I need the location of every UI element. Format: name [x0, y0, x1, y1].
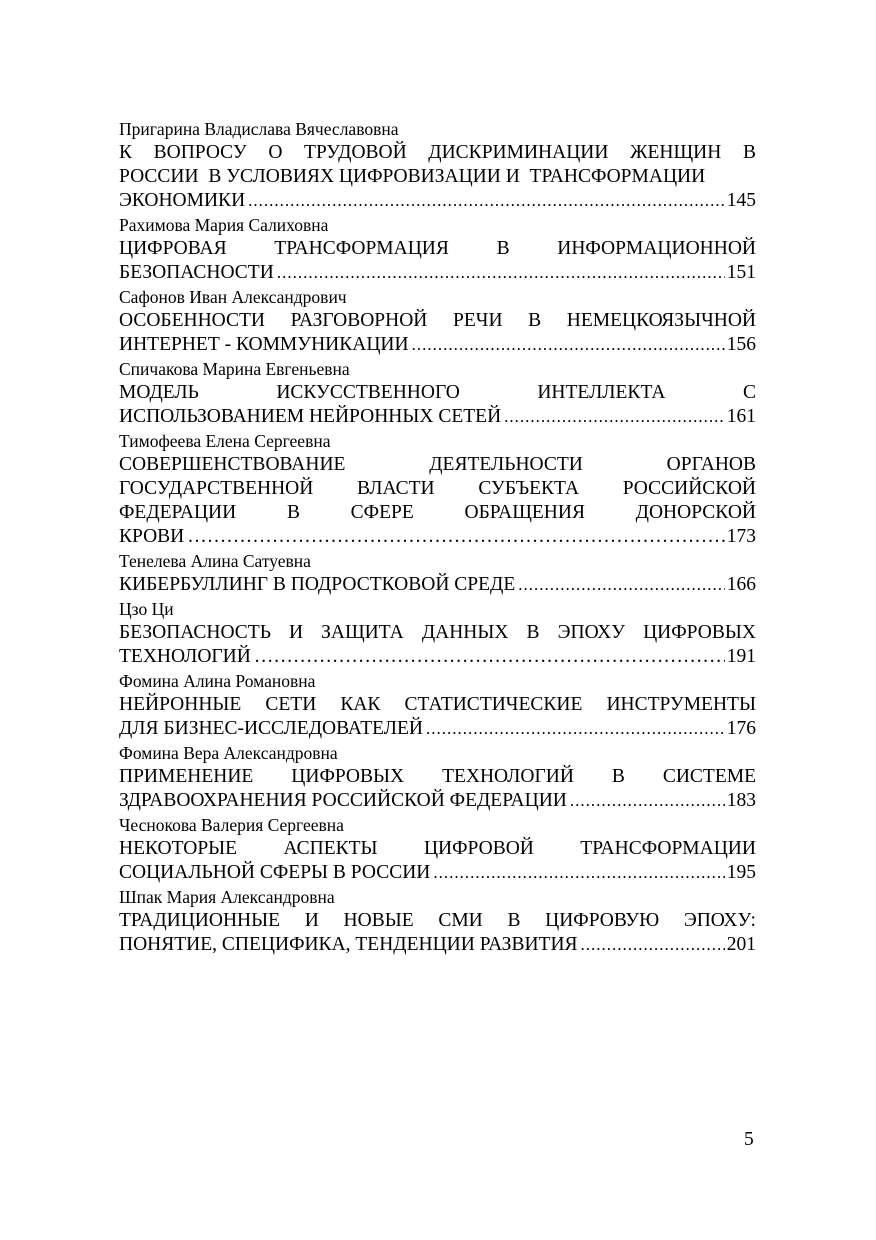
- dot-leader: [515, 573, 725, 597]
- toc-entry: [119, 117, 756, 213]
- toc-title-line: [119, 141, 756, 165]
- toc-title-word: К: [119, 142, 133, 163]
- toc-title-word: РАЗГОВОРНОЙ: [290, 310, 428, 331]
- toc-title-text: ПОНЯТИЕ, СПЕЦИФИКА, ТЕНДЕНЦИИ РАЗВИТИЯ: [119, 934, 578, 955]
- toc-title-word: ЦИФРОВАЯ: [119, 238, 227, 259]
- toc-title-word: ЦИФРОВЫХ: [643, 622, 756, 643]
- toc-title-word: ЗАЩИТА: [321, 622, 404, 643]
- toc-title-line: [119, 621, 756, 645]
- toc-entry: [119, 357, 756, 429]
- toc-title-word: ДЕЯТЕЛЬНОСТИ: [429, 454, 583, 475]
- toc-title-word: ТРУДОВОЙ: [304, 142, 407, 163]
- toc-author: Чеснокова Валерия Сергеевна: [119, 815, 344, 835]
- toc-title-word: СМИ: [438, 910, 483, 931]
- toc-title-text: ИСПОЛЬЗОВАНИЕМ НЕЙРОННЫХ СЕТЕЙ: [119, 406, 502, 427]
- toc-title-word: ДОНОРСКОЙ: [635, 502, 756, 523]
- toc-title-word: В: [526, 622, 540, 643]
- toc-title-last-line: [119, 933, 756, 957]
- toc-title-line: [119, 501, 756, 525]
- toc-title-line: [119, 165, 756, 189]
- dot-leader: [578, 933, 725, 957]
- toc-title-last-line: [119, 645, 756, 669]
- toc-page-number[interactable]: 161: [726, 406, 756, 427]
- toc-title-word: В: [528, 310, 542, 331]
- dot-leader: [274, 261, 725, 285]
- toc-author: Фомина Вера Александровна: [119, 743, 338, 763]
- toc-title-word: ЖЕНЩИН: [630, 142, 722, 163]
- toc-title-last-line: [119, 717, 756, 741]
- toc-title-line: [119, 765, 756, 789]
- toc-author: Тенелева Алина Сатуевна: [119, 551, 311, 571]
- toc-page-number[interactable]: 191: [726, 646, 756, 667]
- toc-title-last-line: [119, 861, 756, 885]
- toc-page-number[interactable]: 145: [726, 190, 756, 211]
- toc-entry: [119, 885, 756, 957]
- dot-leader: [251, 645, 725, 669]
- dot-leader: [430, 861, 724, 885]
- toc-entry: [119, 213, 756, 285]
- toc-title-word: ОСОБЕННОСТИ: [119, 310, 266, 331]
- toc-title-word: В: [496, 238, 510, 259]
- toc-title-word: РЕЧИ: [453, 310, 503, 331]
- toc-title-word: СОВЕРШЕНСТВОВАНИЕ: [119, 454, 346, 475]
- toc-title-word: В: [742, 142, 756, 163]
- toc-title-word: О: [268, 142, 283, 163]
- toc-title-word: ИСКУССТВЕННОГО: [276, 382, 460, 403]
- toc-title-word: РОССИЙСКОЙ: [622, 478, 756, 499]
- toc-author: Цзо Ци: [119, 599, 174, 619]
- toc-title-word: ПРИМЕНЕНИЕ: [119, 766, 254, 787]
- toc-title-word: НЕКОТОРЫЕ: [119, 838, 238, 859]
- toc-page-number[interactable]: 176: [726, 718, 756, 739]
- toc-title-word: СИСТЕМЕ: [662, 766, 756, 787]
- toc-title-text: КИБЕРБУЛЛИНГ В ПОДРОСТКОВОЙ СРЕДЕ: [119, 574, 516, 595]
- toc-title-word: НЕМЕЦКОЯЗЫЧНОЙ: [566, 310, 756, 331]
- toc-author: Фомина Алина Романовна: [119, 671, 316, 691]
- toc-title-word: СЕТИ: [265, 694, 317, 715]
- toc-author: Тимофеева Елена Сергеевна: [119, 431, 331, 451]
- toc-title-text: ЭКОНОМИКИ: [119, 190, 246, 211]
- toc-author: Рахимова Мария Салиховна: [119, 215, 329, 235]
- toc-entry: [119, 597, 756, 669]
- toc-title-word: ДИСКРИМИНАЦИИ: [428, 142, 609, 163]
- toc-title-word: ИНТЕЛЛЕКТА: [537, 382, 666, 403]
- toc-title-word: ВОПРОСУ: [153, 142, 247, 163]
- toc-title-word: АСПЕКТЫ: [283, 838, 378, 859]
- toc-title-last-line: [119, 333, 756, 357]
- toc-title-word: ТРАНСФОРМАЦИИ: [580, 838, 756, 859]
- toc-title-word: ЦИФРОВЫХ: [291, 766, 405, 787]
- toc-title-word: КАК: [340, 694, 381, 715]
- page-number: 5: [744, 1129, 754, 1150]
- toc-page-number[interactable]: 195: [726, 862, 756, 883]
- toc-title-word: ВЛАСТИ: [357, 478, 435, 499]
- toc-title-word: ЭПОХУ: [557, 622, 626, 643]
- dot-leader: [245, 189, 725, 213]
- toc-page-number[interactable]: 201: [726, 934, 756, 955]
- toc-title-last-line: [119, 525, 756, 549]
- toc-title-word: МОДЕЛЬ: [119, 382, 199, 403]
- toc-title-line: [119, 477, 756, 501]
- toc-title-word: ИНФОРМАЦИОННОЙ: [557, 238, 756, 259]
- toc-title-word: ЭПОХУ:: [683, 910, 756, 931]
- toc-title-word: В: [286, 502, 300, 523]
- dot-leader: [409, 333, 725, 357]
- toc-title-line: [119, 837, 756, 861]
- toc-entry: [119, 669, 756, 741]
- toc-entry: [119, 429, 756, 549]
- toc-title-word: ФЕДЕРАЦИИ: [119, 502, 237, 523]
- toc-title-word: И: [304, 910, 319, 931]
- toc-title-line: [119, 453, 756, 477]
- toc-title-word: РОССИИ В УСЛОВИЯХ ЦИФРОВИЗАЦИИ И ТРАНСФОРМАЦИИ: [119, 166, 706, 187]
- toc-title-word: СТАТИСТИЧЕСКИЕ: [404, 694, 583, 715]
- toc-title-line: [119, 909, 756, 933]
- toc-title-word: ГОСУДАРСТВЕННОЙ: [119, 478, 314, 499]
- toc-author: Шпак Мария Александровна: [119, 887, 335, 907]
- toc-author: Спичакова Марина Евгеньевна: [119, 359, 350, 379]
- toc-title-last-line: [119, 405, 756, 429]
- toc-entry: [119, 285, 756, 357]
- toc-page-number[interactable]: 151: [726, 262, 756, 283]
- toc-page-number[interactable]: 166: [726, 574, 756, 595]
- dot-leader: [184, 525, 724, 549]
- toc-title-last-line: [119, 189, 756, 213]
- toc-title-text: СОЦИАЛЬНОЙ СФЕРЫ В РОССИИ: [119, 862, 431, 883]
- toc-entry: [119, 741, 756, 813]
- toc-title-text: ДЛЯ БИЗНЕС-ИССЛЕДОВАТЕЛЕЙ: [119, 718, 424, 739]
- dot-leader: [567, 789, 725, 813]
- toc-title-word: СФЕРЕ: [350, 502, 414, 523]
- toc-title-word: БЕЗОПАСНОСТЬ: [119, 622, 271, 643]
- toc-author: Пригарина Владислава Вячеславовна: [119, 119, 399, 139]
- toc-title-word: ОБРАЩЕНИЯ: [464, 502, 585, 523]
- toc-title-last-line: [119, 789, 756, 813]
- toc-title-text: ТЕХНОЛОГИЙ: [119, 646, 251, 667]
- toc-title-word: В: [507, 910, 521, 931]
- toc-title-word: НЕЙРОННЫЕ: [119, 694, 242, 715]
- toc-title-word: ТЕХНОЛОГИЙ: [442, 766, 574, 787]
- toc-title-word: В: [611, 766, 625, 787]
- toc-title-word: СУБЪЕКТА: [478, 478, 580, 499]
- toc-page-number[interactable]: 156: [726, 334, 756, 355]
- dot-leader: [501, 405, 725, 429]
- toc-title-word: ИНСТРУМЕНТЫ: [606, 694, 756, 715]
- toc-title-line: [119, 381, 756, 405]
- toc-page-number[interactable]: 173: [726, 526, 756, 547]
- toc-author: Сафонов Иван Александрович: [119, 287, 347, 307]
- toc-title-line: [119, 693, 756, 717]
- dot-leader: [423, 717, 725, 741]
- toc-page-number[interactable]: 183: [726, 790, 756, 811]
- table-of-contents: [119, 117, 756, 957]
- toc-title-word: НОВЫЕ: [343, 910, 414, 931]
- toc-entry: [119, 813, 756, 885]
- toc-title-word: ТРАНСФОРМАЦИЯ: [274, 238, 449, 259]
- toc-title-word: ЦИФРОВОЙ: [423, 838, 534, 859]
- toc-title-line: [119, 237, 756, 261]
- toc-title-word: ДАННЫХ: [421, 622, 509, 643]
- toc-title-word: ЦИФРОВУЮ: [545, 910, 660, 931]
- toc-title-last-line: [119, 573, 756, 597]
- toc-title-text: КРОВИ: [119, 526, 185, 547]
- toc-title-line: [119, 309, 756, 333]
- toc-title-word: И: [288, 622, 304, 643]
- toc-title-text: БЕЗОПАСНОСТИ: [119, 262, 274, 283]
- toc-title-text: ЗДРАВООХРАНЕНИЯ РОССИЙСКОЙ ФЕДЕРАЦИИ: [119, 790, 567, 811]
- toc-title-word: ОРГАНОВ: [666, 454, 756, 475]
- toc-title-word: ТРАДИЦИОННЫЕ: [119, 910, 281, 931]
- toc-title-word: С: [742, 382, 756, 403]
- toc-title-last-line: [119, 261, 756, 285]
- toc-title-text: ИНТЕРНЕТ - КОММУНИКАЦИИ: [119, 334, 409, 355]
- toc-entry: [119, 549, 756, 597]
